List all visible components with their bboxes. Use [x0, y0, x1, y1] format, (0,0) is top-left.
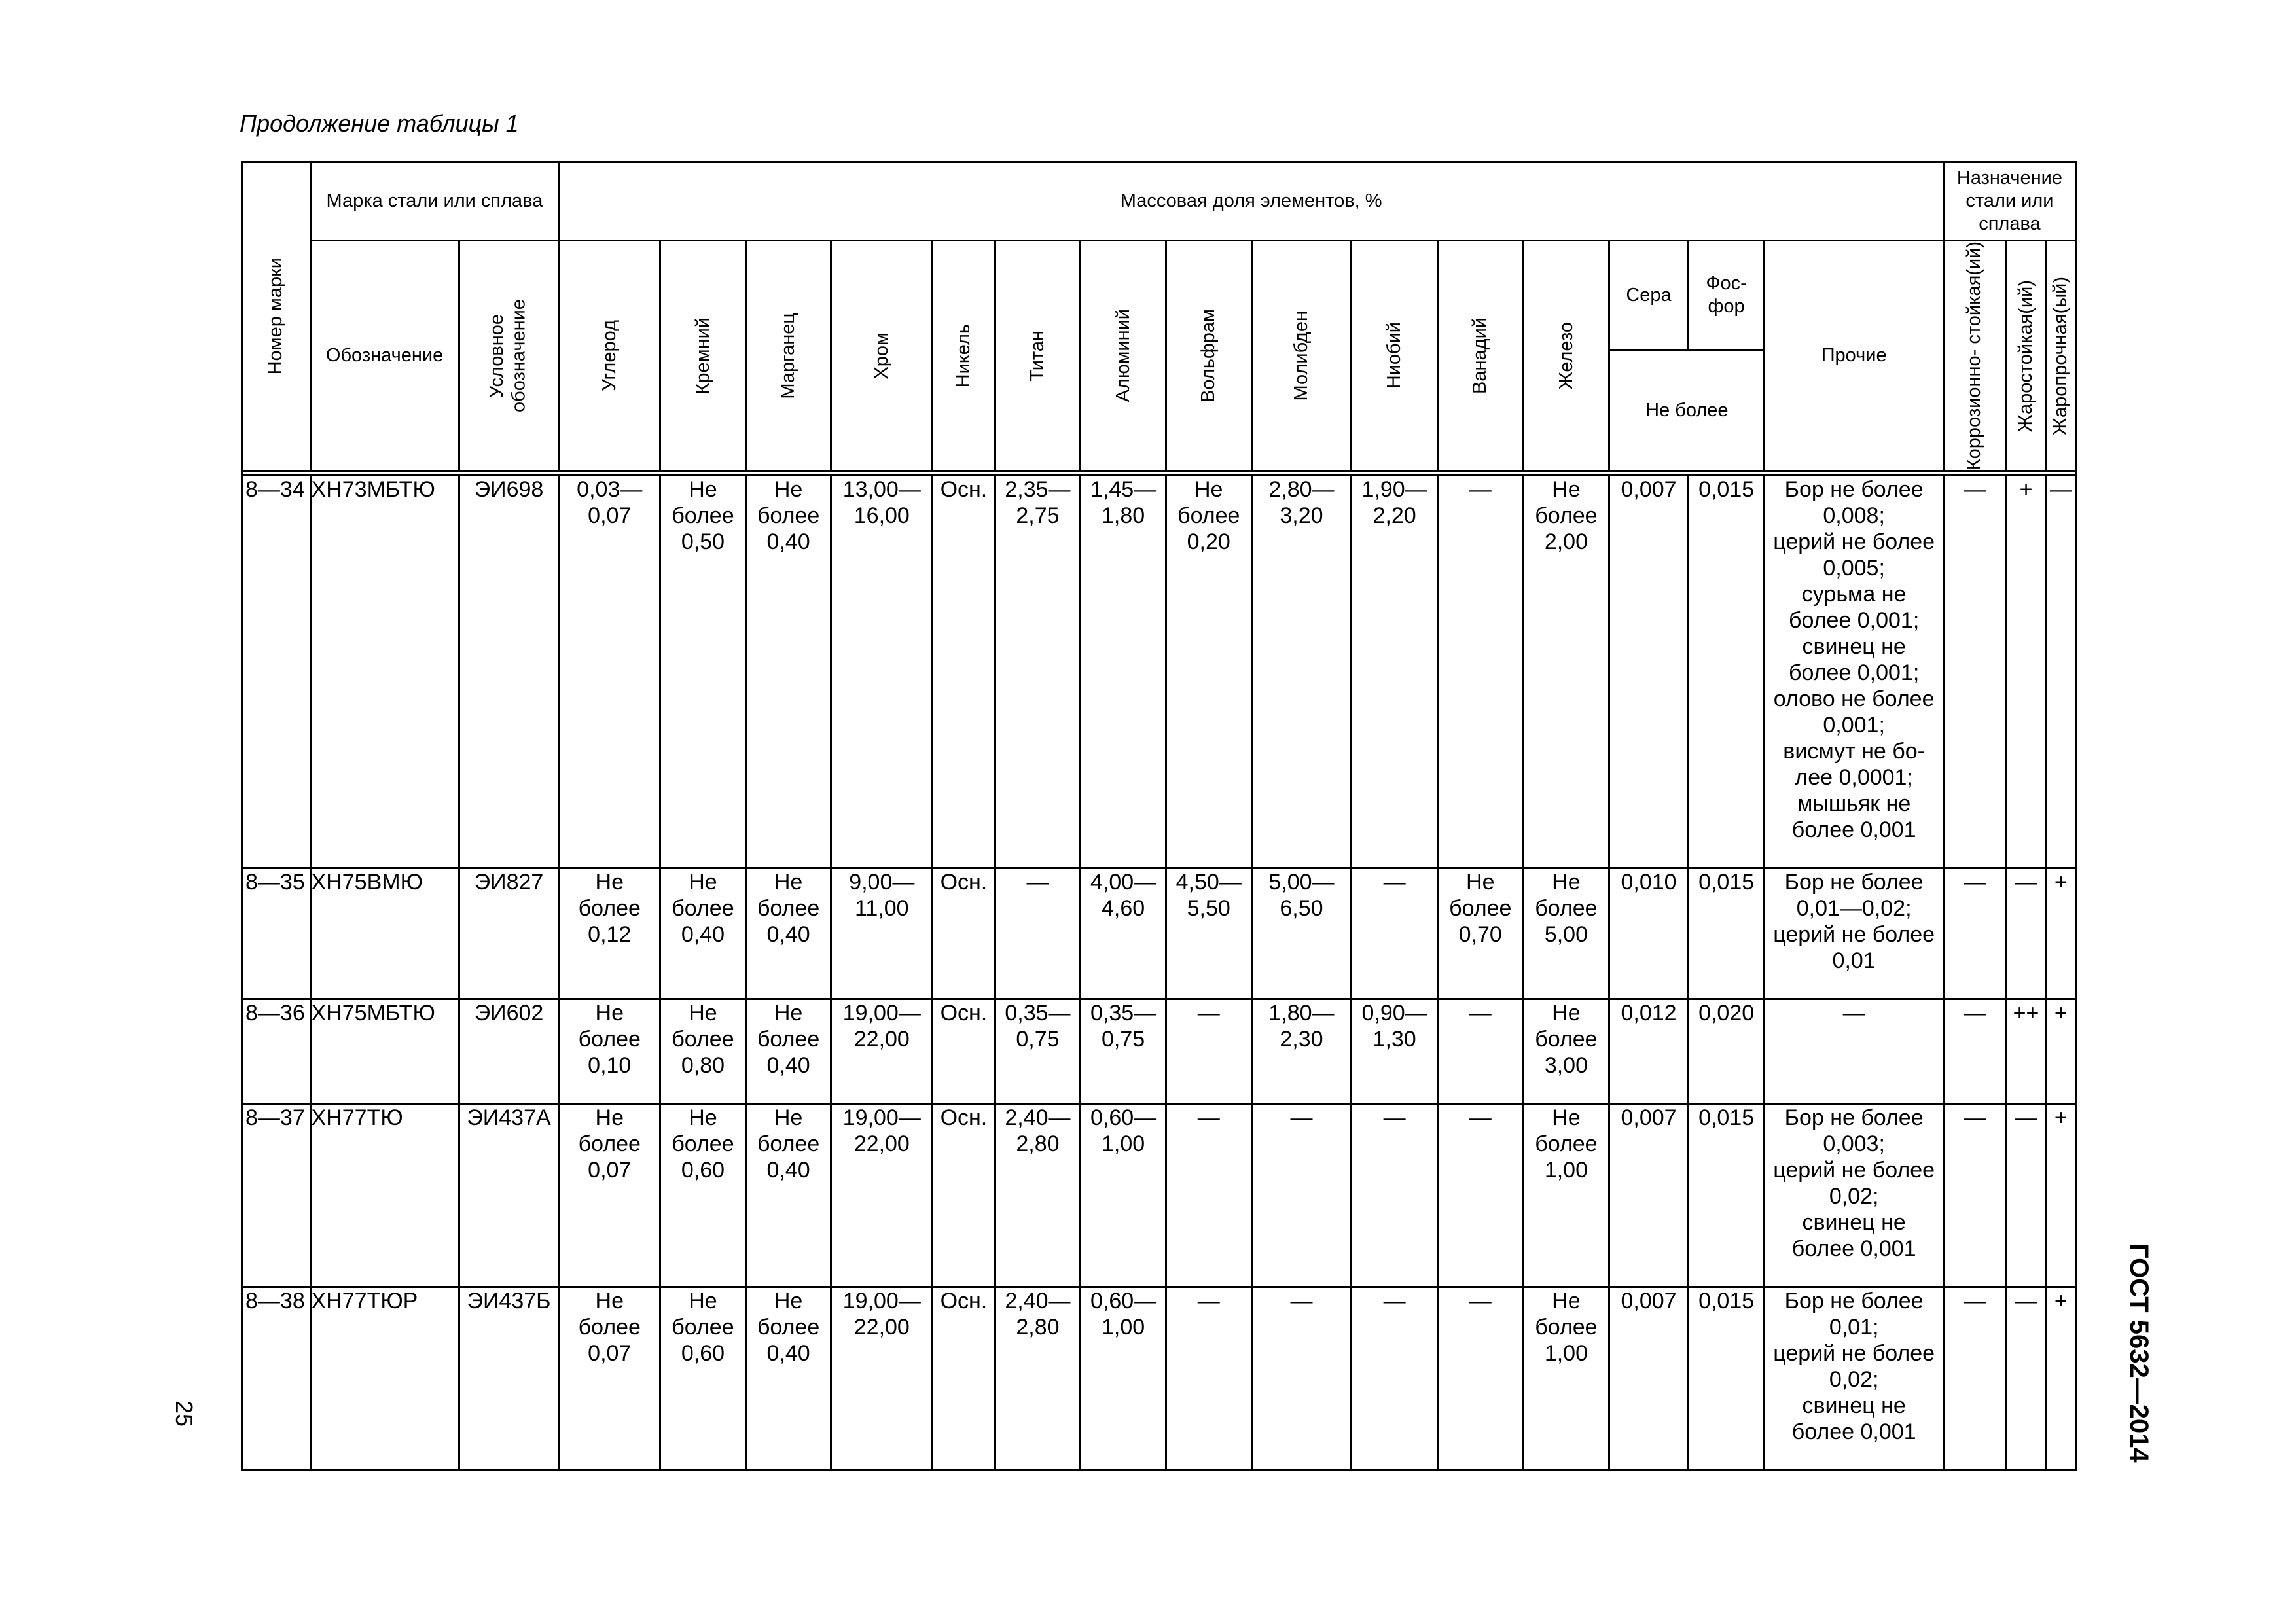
table-row [242, 476, 2076, 868]
cell-al: 0,35— 0,75 [1081, 999, 1166, 1104]
header-ne-bolee: Не более [1609, 350, 1765, 471]
header-zharoproch: Жаропрочная(ый) [2046, 241, 2075, 471]
cell-cr: 9,00— 11,00 [831, 868, 933, 999]
cell-nb: 0,90— 1,30 [1352, 999, 1438, 1104]
header-element-al: Алюминий [1081, 241, 1166, 471]
cell-s: 0,007 [1609, 476, 1689, 868]
header-nomer-marki: Номер марки [242, 162, 311, 471]
header-element-v: Ванадий [1437, 241, 1523, 471]
header-sera: Сера [1609, 241, 1689, 350]
header-element-mo: Молибден [1251, 241, 1352, 471]
cell-fe: Не более 1,00 [1523, 1287, 1609, 1471]
cell-zharostoik: + [2006, 476, 2046, 868]
cell-w: Не более 0,20 [1166, 476, 1251, 868]
cell-al: 0,60— 1,00 [1081, 1287, 1166, 1471]
cell-zharostoik: ++ [2006, 999, 2046, 1104]
header-uslovnoe: Условное обозначение [459, 241, 559, 471]
cell-si: Не более 0,60 [660, 1287, 746, 1471]
cell-si: Не более 0,40 [660, 868, 746, 999]
cell-ti: — [995, 868, 1081, 999]
cell-zharoproch: — [2046, 476, 2075, 868]
cell-fe: Не более 1,00 [1523, 1104, 1609, 1287]
cell-nb: 1,90— 2,20 [1352, 476, 1438, 868]
header-element-w: Вольфрам [1166, 241, 1251, 471]
cell-cr: 13,00— 16,00 [831, 476, 933, 868]
header-zharostoik: Жаростойкая(ий) [2006, 241, 2046, 471]
cell-v: Не более 0,70 [1437, 868, 1523, 999]
header-prochie: Прочие [1765, 241, 1944, 471]
header-element-cr: Хром [831, 241, 933, 471]
header-korroz: Коррозионно- стойкая(ий) [1943, 241, 2005, 471]
cell-cr: 19,00— 22,00 [831, 1287, 933, 1471]
row-nomer: 8—37 [242, 1104, 311, 1287]
page-number: 25 [171, 1400, 198, 1427]
cell-mo: 2,80— 3,20 [1251, 476, 1352, 868]
cell-si: Не более 0,80 [660, 999, 746, 1104]
cell-ti: 0,35— 0,75 [995, 999, 1081, 1104]
cell-prochie: Бор не более 0,01; церий не более 0,02; свинец не более 0,001 [1765, 1287, 1944, 1471]
row-oboznachenie: ХН77ТЮ [310, 1104, 459, 1287]
cell-zharoproch: + [2046, 999, 2075, 1104]
cell-mn: Не более 0,40 [745, 1287, 831, 1471]
cell-zharoproch: + [2046, 1104, 2075, 1287]
header-naznachenie: Назначение стали или сплава [1943, 162, 2075, 241]
row-nomer: 8—36 [242, 999, 311, 1104]
cell-ni: Осн. [933, 1104, 995, 1287]
cell-prochie: — [1765, 999, 1944, 1104]
cell-al: 1,45— 1,80 [1081, 476, 1166, 868]
cell-prochie: Бор не более 0,003; церий не более 0,02; свинец не более 0,001 [1765, 1104, 1944, 1287]
cell-ni: Осн. [933, 476, 995, 868]
cell-mn: Не более 0,40 [745, 476, 831, 868]
cell-ni: Осн. [933, 1287, 995, 1471]
cell-zharostoik: — [2006, 868, 2046, 999]
cell-p: 0,015 [1688, 1104, 1765, 1287]
cell-v: — [1437, 1287, 1523, 1471]
cell-ti: 2,35— 2,75 [995, 476, 1081, 868]
row-nomer: 8—35 [242, 868, 311, 999]
cell-p: 0,015 [1688, 868, 1765, 999]
cell-w: 4,50— 5,50 [1166, 868, 1251, 999]
cell-fe: Не более 5,00 [1523, 868, 1609, 999]
standard-number: ГОСТ 5632—2014 [2125, 1243, 2153, 1463]
cell-zharoproch: + [2046, 868, 2075, 999]
cell-fe: Не более 2,00 [1523, 476, 1609, 868]
cell-v: — [1437, 476, 1523, 868]
header-element-c: Углерод [559, 241, 660, 471]
row-oboznachenie: ХН75МБТЮ [310, 999, 459, 1104]
table-row [242, 1287, 2076, 1471]
cell-c: Не более 0,07 [559, 1104, 660, 1287]
cell-nb: — [1352, 1104, 1438, 1287]
cell-fe: Не более 3,00 [1523, 999, 1609, 1104]
cell-s: 0,007 [1609, 1104, 1689, 1287]
cell-c: Не более 0,12 [559, 868, 660, 999]
row-uslovnoe: ЭИ698 [459, 476, 559, 868]
cell-s: 0,007 [1609, 1287, 1689, 1471]
header-massovaya-dolya: Массовая доля элементов, % [559, 162, 1944, 241]
row-oboznachenie: ХН73МБТЮ [310, 476, 459, 868]
cell-mo: — [1251, 1104, 1352, 1287]
header-element-ti: Титан [995, 241, 1081, 471]
cell-si: Не более 0,60 [660, 1104, 746, 1287]
row-uslovnoe: ЭИ827 [459, 868, 559, 999]
header-marka-group: Марка стали или сплава [310, 162, 559, 241]
cell-p: 0,015 [1688, 1287, 1765, 1471]
header-element-si: Кремний [660, 241, 746, 471]
cell-al: 0,60— 1,00 [1081, 1104, 1166, 1287]
cell-zharostoik: — [2006, 1104, 2046, 1287]
cell-ni: Осн. [933, 999, 995, 1104]
cell-nb: — [1352, 868, 1438, 999]
cell-v: — [1437, 1104, 1523, 1287]
cell-mo: 5,00— 6,50 [1251, 868, 1352, 999]
row-oboznachenie: ХН75ВМЮ [310, 868, 459, 999]
cell-v: — [1437, 999, 1523, 1104]
cell-cr: 19,00— 22,00 [831, 1104, 933, 1287]
cell-c: 0,03— 0,07 [559, 476, 660, 868]
cell-korroz: — [1943, 1287, 2005, 1471]
row-uslovnoe: ЭИ437Б [459, 1287, 559, 1471]
cell-al: 4,00— 4,60 [1081, 868, 1166, 999]
cell-s: 0,010 [1609, 868, 1689, 999]
cell-korroz: — [1943, 999, 2005, 1104]
header-oboznachenie: Обозначение [310, 241, 459, 471]
row-uslovnoe: ЭИ602 [459, 999, 559, 1104]
table-row [242, 1104, 2076, 1287]
cell-ti: 2,40— 2,80 [995, 1287, 1081, 1471]
cell-cr: 19,00— 22,00 [831, 999, 933, 1104]
cell-mn: Не более 0,40 [745, 868, 831, 999]
cell-mo: 1,80— 2,30 [1251, 999, 1352, 1104]
header-element-mn: Марганец [745, 241, 831, 471]
cell-si: Не более 0,50 [660, 476, 746, 868]
composition-table [241, 161, 2077, 1471]
cell-w: — [1166, 1287, 1251, 1471]
cell-c: Не более 0,10 [559, 999, 660, 1104]
cell-korroz: — [1943, 476, 2005, 868]
cell-korroz: — [1943, 868, 2005, 999]
cell-p: 0,015 [1688, 476, 1765, 868]
header-fosfor: Фос- фор [1688, 241, 1765, 350]
table-row [242, 868, 2076, 999]
table-caption: Продолжение таблицы 1 [240, 110, 519, 137]
header-element-ni: Никель [933, 241, 995, 471]
cell-mo: — [1251, 1287, 1352, 1471]
row-nomer: 8—34 [242, 476, 311, 868]
row-oboznachenie: ХН77ТЮР [310, 1287, 459, 1471]
cell-zharostoik: — [2006, 1287, 2046, 1471]
cell-c: Не более 0,07 [559, 1287, 660, 1471]
cell-nb: — [1352, 1287, 1438, 1471]
table-row [242, 999, 2076, 1104]
cell-w: — [1166, 1104, 1251, 1287]
header-element-fe: Железо [1523, 241, 1609, 471]
cell-korroz: — [1943, 1104, 2005, 1287]
cell-prochie: Бор не более 0,01—0,02; церий не более 0,01 [1765, 868, 1944, 999]
row-uslovnoe: ЭИ437А [459, 1104, 559, 1287]
cell-p: 0,020 [1688, 999, 1765, 1104]
cell-prochie: Бор не более 0,008; церий не более 0,005; сурьма не более 0,001; свинец не более 0,001; олово не более 0,001; висмут не бо- лее 0,0001; мышьяк не более 0,001 [1765, 476, 1944, 868]
cell-ti: 2,40— 2,80 [995, 1104, 1081, 1287]
header-element-nb: Ниобий [1352, 241, 1438, 471]
row-nomer: 8—38 [242, 1287, 311, 1471]
cell-w: — [1166, 999, 1251, 1104]
cell-mn: Не более 0,40 [745, 999, 831, 1104]
cell-zharoproch: + [2046, 1287, 2075, 1471]
cell-mn: Не более 0,40 [745, 1104, 831, 1287]
cell-s: 0,012 [1609, 999, 1689, 1104]
cell-ni: Осн. [933, 868, 995, 999]
